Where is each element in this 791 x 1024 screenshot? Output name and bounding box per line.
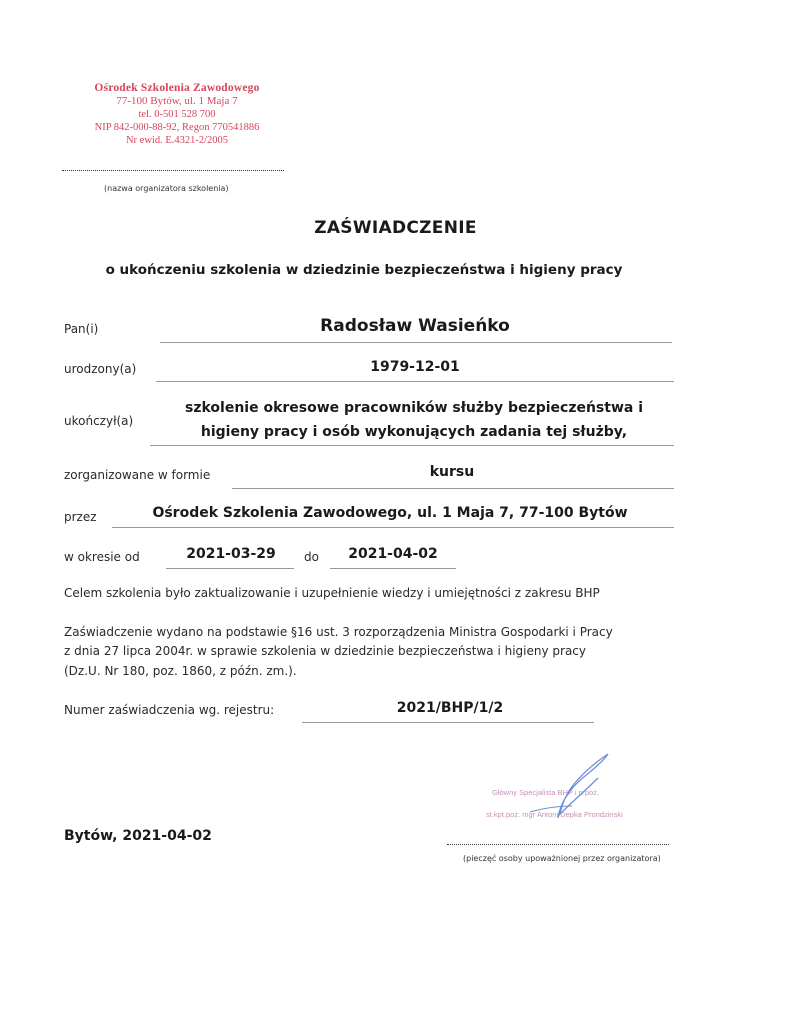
- completed-value-line-2: higieny pracy i osób wykonujących zadania tej służby,: [200, 424, 628, 440]
- by-value: Ośrodek Szkolenia Zawodowego, ul. 1 Maja 7, 77-100 Bytów: [152, 505, 628, 521]
- name-value: Radosław Wasieńko: [320, 316, 510, 336]
- stamp-line-1: Ośrodek Szkolenia Zawodowego: [94, 82, 260, 94]
- organizer-stamp: [62, 82, 292, 147]
- legal-basis-line-3: (Dz.U. Nr 180, poz. 1860, z późn. zm.).: [64, 664, 297, 678]
- organizer-dotted-line: [62, 170, 284, 171]
- stamp-line-5: Nr ewid. E.4321-2/2005: [125, 135, 229, 146]
- period-to-underline: [330, 568, 456, 569]
- document-subtitle: o ukończeniu szkolenia w dziedzinie bezpieczeństwa i higieny pracy: [105, 262, 623, 278]
- period-to: 2021-04-02: [348, 546, 438, 562]
- born-underline: [156, 381, 674, 382]
- signature-stamp-line-1: Główny Specjalista BHP i p.poż.: [492, 788, 599, 797]
- name-underline: [160, 342, 672, 343]
- legal-basis-line-2: z dnia 27 lipca 2004r. w sprawie szkolenia w dziedzinie bezpieczeństwa i higieny pracy: [64, 644, 586, 658]
- period-label: w okresie od: [64, 550, 140, 564]
- period-from: 2021-03-29: [186, 546, 276, 562]
- organizer-caption: (nazwa organizatora szkolenia): [104, 184, 229, 193]
- by-underline: [112, 527, 674, 528]
- signature-stamp-line-2: st.kpt.poż. mgr Antoni Depka Prondzinski: [486, 810, 623, 819]
- signature-caption: (pieczęć osoby upoważnionej przez organizatora): [463, 854, 661, 863]
- signature-scribble-icon: [500, 748, 620, 828]
- place-date: Bytów, 2021-04-02: [64, 828, 212, 844]
- form-label: zorganizowane w formie: [64, 468, 211, 482]
- period-to-label: do: [304, 550, 319, 564]
- stamp-line-3: tel. 0-501 528 700: [138, 109, 216, 120]
- register-value: 2021/BHP/1/2: [396, 700, 504, 716]
- period-from-underline: [166, 568, 294, 569]
- legal-basis-line-1: Zaświadczenie wydano na podstawie §16 ust. 3 rozporządzenia Ministra Gospodarki i Pracy: [64, 625, 613, 639]
- form-underline: [232, 488, 674, 489]
- born-value: 1979-12-01: [370, 359, 460, 375]
- born-label: urodzony(a): [64, 362, 137, 376]
- completed-underline: [150, 445, 674, 446]
- name-label: Pan(i): [64, 322, 99, 336]
- purpose-text: Celem szkolenia było zaktualizowanie i uzupełnienie wiedzy i umiejętności z zakresu BHP: [64, 586, 600, 600]
- document-title: ZAŚWIADCZENIE: [314, 218, 477, 238]
- signature-dotted-line: [447, 844, 669, 845]
- stamp-line-2: 77-100 Bytów, ul. 1 Maja 7: [116, 95, 238, 107]
- completed-value-line-1: szkolenie okresowe pracowników służby bezpieczeństwa i: [184, 400, 644, 416]
- register-underline: [302, 722, 594, 723]
- form-value: kursu: [429, 464, 475, 480]
- stamp-line-4: NIP 842-000-88-92, Regon 770541886: [94, 122, 260, 133]
- completed-label: ukończył(a): [64, 414, 134, 428]
- register-label: Numer zaświadczenia wg. rejestru:: [64, 703, 275, 717]
- by-label: przez: [64, 510, 97, 524]
